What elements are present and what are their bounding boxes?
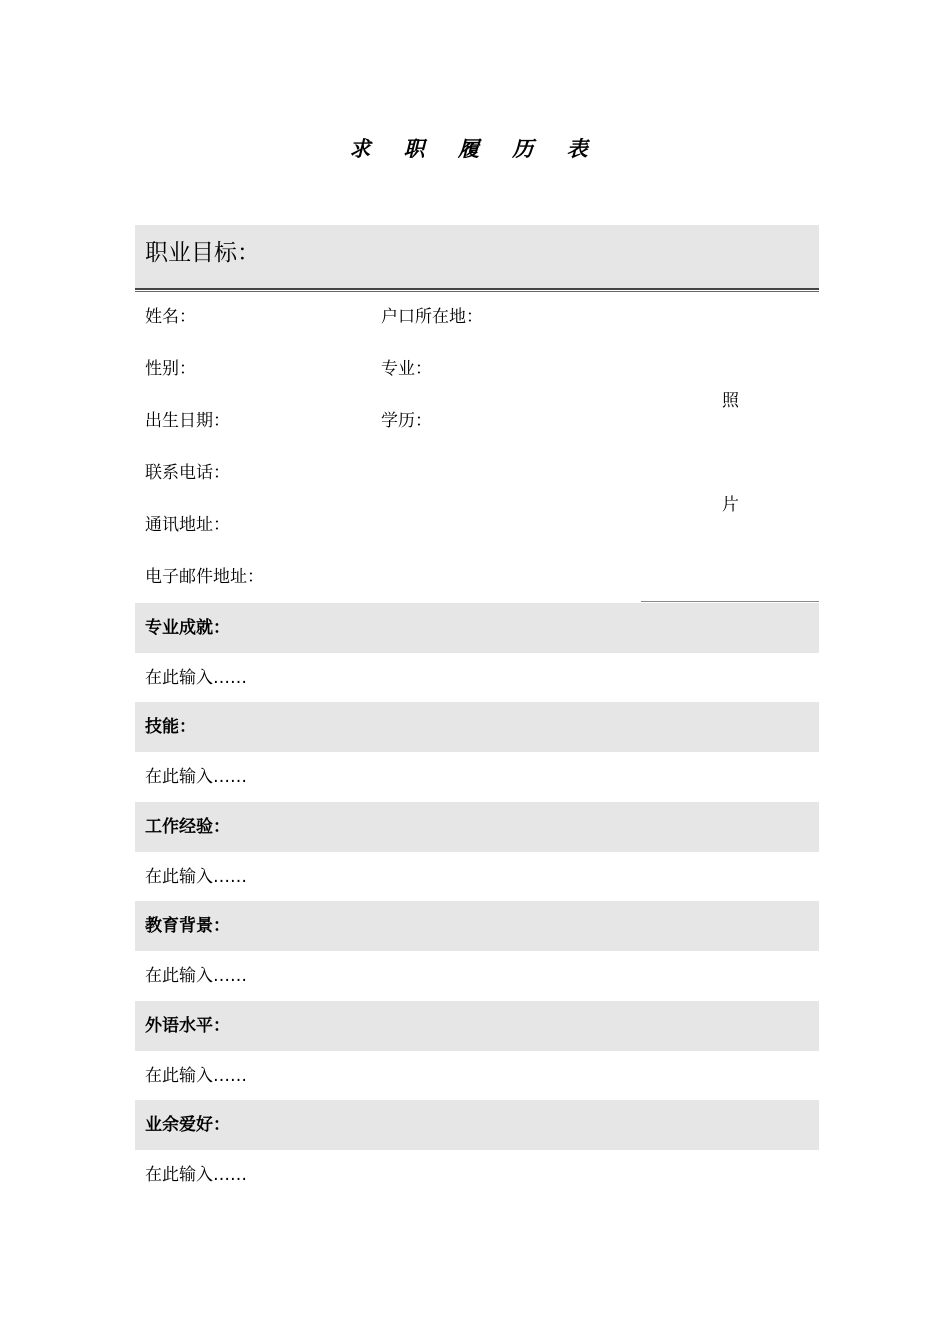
page-title: 求 职 履 历 表 (349, 136, 601, 161)
section-content[interactable]: 在此输入…… (135, 653, 819, 703)
gender-field[interactable]: 性别： (145, 359, 196, 379)
address-field[interactable]: 通讯地址： (145, 515, 230, 535)
education-field[interactable]: 学历： (381, 411, 432, 431)
photo-label: 片 (722, 495, 739, 515)
section-heading: 技能： (135, 702, 819, 752)
email-field[interactable]: 电子邮件地址： (145, 567, 264, 587)
section-heading: 外语水平： (135, 1001, 819, 1051)
section-heading: 工作经验： (135, 802, 819, 852)
section-heading: 业余爱好： (135, 1100, 819, 1150)
section-content[interactable]: 在此输入…… (135, 1051, 819, 1101)
career-objective[interactable]: 职业目标： (135, 225, 819, 288)
divider (135, 291, 819, 292)
name-field[interactable]: 姓名： (145, 307, 196, 327)
section-heading: 专业成就： (135, 603, 819, 653)
photo-label: 照 (722, 391, 739, 411)
section-heading: 教育背景： (135, 901, 819, 951)
birthdate-field[interactable]: 出生日期： (145, 411, 230, 431)
photo-border (641, 601, 819, 602)
major-field[interactable]: 专业： (381, 359, 432, 379)
divider (135, 288, 819, 290)
section-content[interactable]: 在此输入…… (135, 852, 819, 902)
phone-field[interactable]: 联系电话： (145, 463, 230, 483)
hukou-field[interactable]: 户口所在地： (381, 307, 483, 327)
section-content[interactable]: 在此输入…… (135, 951, 819, 1001)
section-content[interactable]: 在此输入…… (135, 1150, 819, 1200)
section-content[interactable]: 在此输入…… (135, 752, 819, 802)
